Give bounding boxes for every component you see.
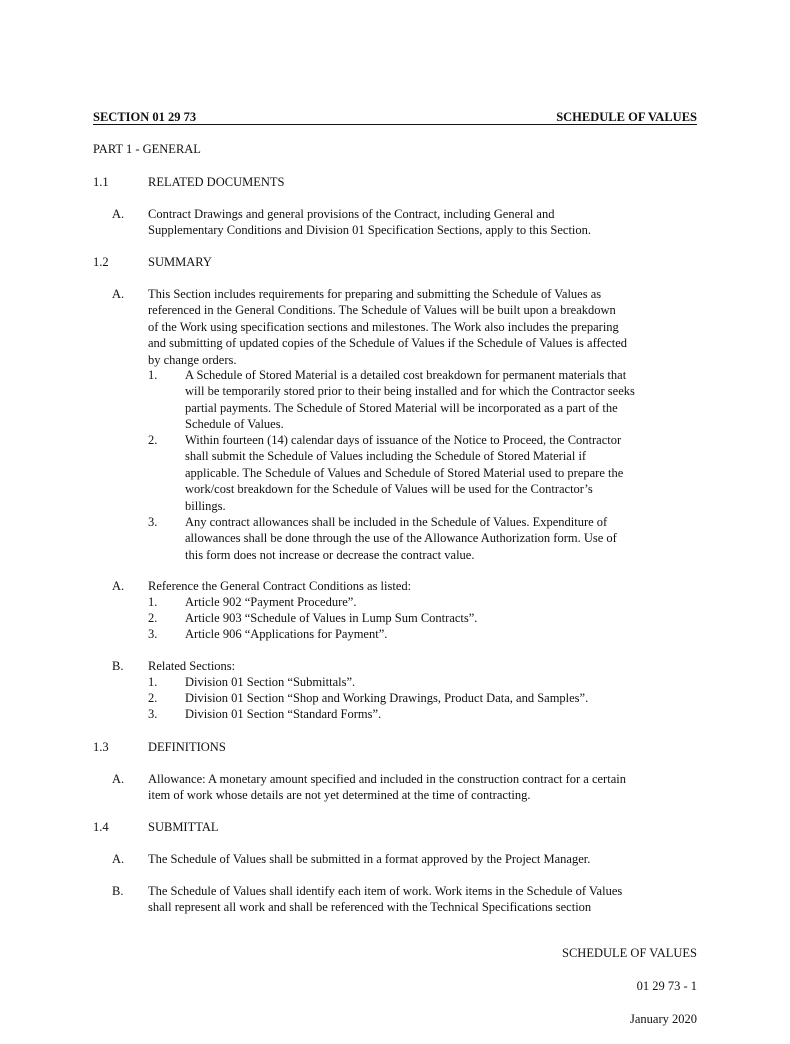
paragraph-label: A. <box>112 772 125 786</box>
footer-date: January 2020 <box>630 1012 697 1027</box>
paragraph-text: The Schedule of Values shall identify each item of work. Work items in the Schedule of Values shall represent all work and shall be referenced with the Technical Specifications section <box>148 884 623 915</box>
paragraph-text: Related Sections: <box>148 659 236 673</box>
list-item-number: 1. <box>148 675 158 689</box>
list-item-text: Any contract allowances shall be included in the Schedule of Values. Expenditure of allowances shall be done through the use of the Allowance Authorization form. Use of this form does not increase or decrease the contract value. <box>185 515 617 562</box>
article-title: RELATED DOCUMENTS <box>148 175 285 189</box>
footer-page-number: 01 29 73 - 1 <box>636 979 697 994</box>
paragraph-label: B. <box>112 884 124 898</box>
list-item-text: Division 01 Section “Submittals”. <box>185 675 356 689</box>
list-item-text: Article 903 “Schedule of Values in Lump Sum Contracts”. <box>185 611 478 625</box>
list-item-number: 3. <box>148 627 158 641</box>
paragraph-label: A. <box>112 287 125 301</box>
article-number: 1.4 <box>93 820 109 834</box>
article-number: 1.2 <box>93 255 109 269</box>
section-header <box>93 109 697 125</box>
list-item-text: Division 01 Section “Standard Forms”. <box>185 707 382 721</box>
paragraph-label: A. <box>112 207 125 221</box>
paragraph-text: Allowance: A monetary amount specified and included in the construction contract for a certain item of work whose details are not yet determined at the time of contracting. <box>148 772 626 803</box>
paragraph-label: A. <box>112 579 125 593</box>
list-item-text: Within fourteen (14) calendar days of issuance of the Notice to Proceed, the Contractor shall submit the Schedule of Values including the Schedule of Stored Material if applicable. The Schedule of Values and Schedule of Stored Material used to prepare the work/cost breakdown for the Schedule of Values will be used for the Contractor’s billings. <box>185 433 624 513</box>
list-item-text: Division 01 Section “Shop and Working Drawings, Product Data, and Samples”. <box>185 691 589 705</box>
list-item-number: 3. <box>148 515 158 529</box>
list-item-number: 2. <box>148 691 158 705</box>
list-item-number: 1. <box>148 595 158 609</box>
paragraph-text: The Schedule of Values shall be submitted in a format approved by the Project Manager. <box>148 852 591 866</box>
list-item-number: 1. <box>148 368 158 382</box>
list-item-text: Article 906 “Applications for Payment”. <box>185 627 388 641</box>
article-number: 1.1 <box>93 175 109 189</box>
paragraph-label: B. <box>112 659 124 673</box>
list-item-text: A Schedule of Stored Material is a detailed cost breakdown for permanent materials that will be temporarily stored prior to their being installed and for which the Contractor seeks partial payments. The Schedule of Stored Material will be incorporated as a part of the Schedule of Values. <box>185 368 635 432</box>
paragraph-text: Contract Drawings and general provisions of the Contract, including General and Supplementary Conditions and Division 01 Specification Sections, apply to this Section. <box>148 207 592 238</box>
list-item-number: 2. <box>148 611 158 625</box>
section-title: SCHEDULE OF VALUES <box>556 110 697 124</box>
paragraph-label: A. <box>112 852 125 866</box>
article-title: DEFINITIONS <box>148 740 226 754</box>
paragraph-text: This Section includes requirements for preparing and submitting the Schedule of Values as referenced in the General Conditions. The Schedule of Values will be built upon a breakdown of the Work using specification sections and milestones. The Work also includes the preparing and submitting of updated copies of the Schedule of Values if the Schedule of Values is affected by change orders. <box>148 287 628 367</box>
article-number: 1.3 <box>93 740 109 754</box>
list-item-text: Article 902 “Payment Procedure”. <box>185 595 357 609</box>
article-title: SUBMITTAL <box>148 820 219 834</box>
page-footer <box>562 929 697 1044</box>
article-title: SUMMARY <box>148 255 212 269</box>
section-number: SECTION 01 29 73 <box>93 110 197 124</box>
list-item-number: 3. <box>148 707 158 721</box>
paragraph-text: Reference the General Contract Conditions as listed: <box>148 579 412 593</box>
footer-title: SCHEDULE OF VALUES <box>562 946 697 961</box>
list-item-number: 2. <box>148 433 158 447</box>
part-heading: PART 1 - GENERAL <box>93 142 201 156</box>
